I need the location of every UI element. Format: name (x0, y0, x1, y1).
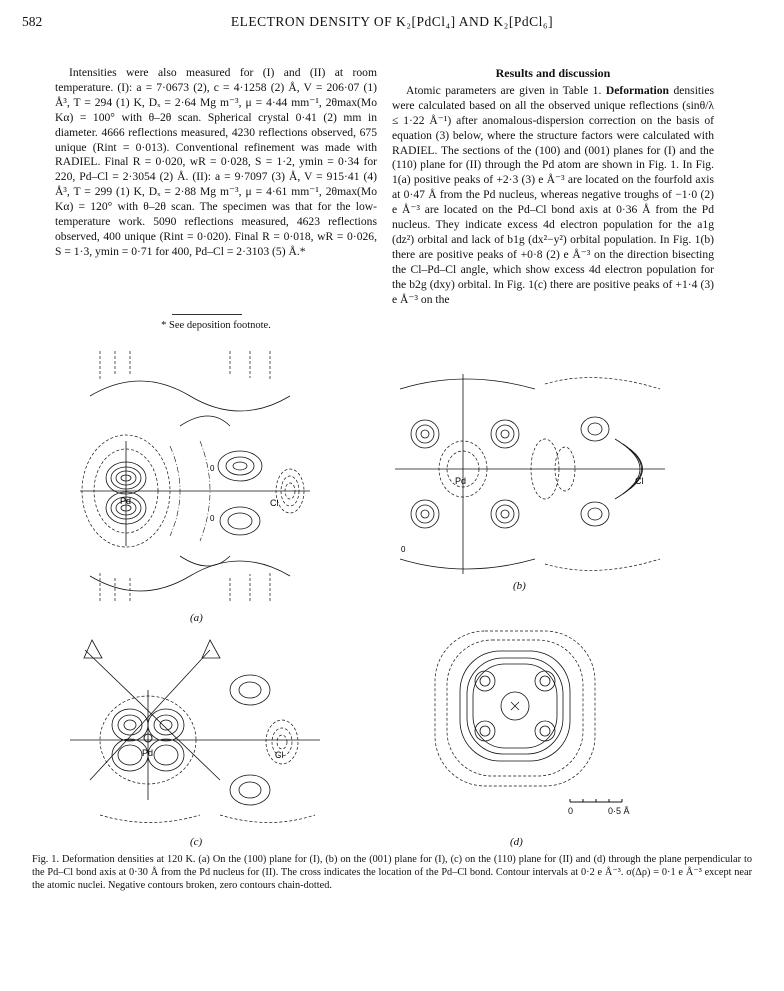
results-subhead-bold: Deformation (605, 83, 669, 97)
section-title: Results and discussion (495, 66, 611, 80)
atom-label-cl: Cl (635, 476, 644, 486)
page-header (22, 14, 762, 34)
atom-label-pd: Pd (142, 748, 154, 758)
contour-map-a (80, 346, 310, 606)
panel-label-a: (a) (190, 612, 203, 624)
page-number: 582 (22, 14, 43, 29)
scale-end: 0·5 Å (608, 806, 630, 816)
zero-contour-label: 0 (401, 545, 406, 554)
scale-bar (568, 798, 628, 814)
atom-label-pd: Pd (455, 476, 467, 486)
right-column (392, 66, 714, 308)
zero-contour-label: 0 (210, 514, 215, 523)
panel-label-d: (d) (510, 836, 523, 848)
atom-label-cl: Cl (275, 750, 284, 760)
atom-label-cl: Cl (270, 498, 279, 508)
results-paragraph: densities were calculated based on all the observed unique reflections (sinθ/λ ≤ 1·22 Å⁻¹) after anomalous-dispersion correction on the basis of equation (3) below, where the structure factors were calculated with RADIEL. The sections of the (100) and (001) planes for (I) and the (110) plane for (II) through the Pd atom are shown in Fig. 1. In Fig. 1(a) positive peaks of +2·3 (3) e Å⁻³ are located on the fourfold axis at 0·47 Å from the Pd nucleus, whereas negative troughs of −1·0 (2) e Å⁻³ are located on the Pd–Cl bond axis at 0·36 Å from the Pd nucleus. They indicate excess 4d electron population for the a1g (dz²) orbital and lack of b1g (dx²−y²) orbital population. In Fig. 1(b) there are positive peaks of +0·8 (2) e Å⁻³ on the direction bisecting the Cl–Pd–Cl angle, which show excess 4d electron population for the b2g (dxy) orbital. In Fig. 1(c) there are positive peaks of +1·4 (3) e Å⁻³ on the (392, 83, 715, 306)
figure-caption: Fig. 1. Deformation densities at 120 K. (a) On the (100) plane for (I), (b) on the (001) plane for (I), (c) on the (110) plane for (II) and (d) through the plane perpendicular to the Pd–Cl bond axis at 0·30 Å from the Pd nucleus for (II). The cross indicates the location of the Pd–Cl bond. Contour intervals at 0·2 e Å⁻³. σ(Δρ) = 0·1 e Å⁻³ except near the atomic nuclei. Negative contours broken, zero contours chain-dotted. (32, 854, 752, 891)
results-subhead: Atomic parameters are given in Table 1. (406, 83, 602, 97)
figure-panel-a (80, 346, 310, 606)
atom-label-pd: Pd (120, 496, 132, 506)
footnote-rule (172, 314, 242, 315)
figure-panel-d (425, 626, 605, 796)
symmetry-marker (84, 640, 102, 658)
figure-panel-c (70, 630, 320, 830)
running-title: ELECTRON DENSITY OF K₂[PdCl₄] AND K₂[PdCl₆] (230, 14, 554, 29)
figure-panel-b (395, 374, 665, 574)
contour-map-b (395, 374, 665, 574)
left-column (55, 66, 377, 260)
panel-label-b: (b) (513, 580, 526, 592)
results-lead (392, 84, 714, 308)
footnote: * See deposition footnote. (161, 320, 271, 331)
axis-line (90, 650, 210, 780)
contour-map-d (425, 626, 605, 796)
panel-label-c: (c) (190, 836, 203, 848)
zero-contour-label: 0 (210, 464, 215, 473)
scale-start: 0 (568, 806, 574, 816)
contour-map-c (70, 630, 320, 830)
experimental-paragraph: Intensities were also measured for (I) and (II) at room temperature. (I): a = 7·0673 (2), c = 4·1258 (2) Å, V = 206·07 (1) Å³, T = 294 (1) K, Dₓ = 2·64 Mg m⁻³, μ = 4·44 mm⁻¹, 2θmax(Mo Kα) = 100° with θ–2θ scan. Spherical crystal 0·41 (2) mm in diameter. 4666 reflections measured, 4230 reflections observed, 675 unique (Rint = 0·013). Conventional refinement was made with RADIEL. Final R = 0·020, wR = 0·028, S = 1·2, ymin = 0·34 for 220, Pd–Cl = 2·3054 (2) Å. (II): a = 9·7097 (3) Å, V = 915·41 (4) Å³, T = 299 (1) K, Dₓ = 2·88 Mg m⁻³, μ = 4·61 mm⁻¹, 2θmax(Mo Kα) = 120° with θ–2θ scan. The specimen was that for the low-temperature work. 5090 reflections measured, 4623 reflections observed, 400 unique (Rint = 0·020). Final R = 0·018, wR = 0·026, S = 1·3, ymin = 0·71 for 400, Pd–Cl = 2·3103 (5) Å.* (55, 66, 377, 258)
